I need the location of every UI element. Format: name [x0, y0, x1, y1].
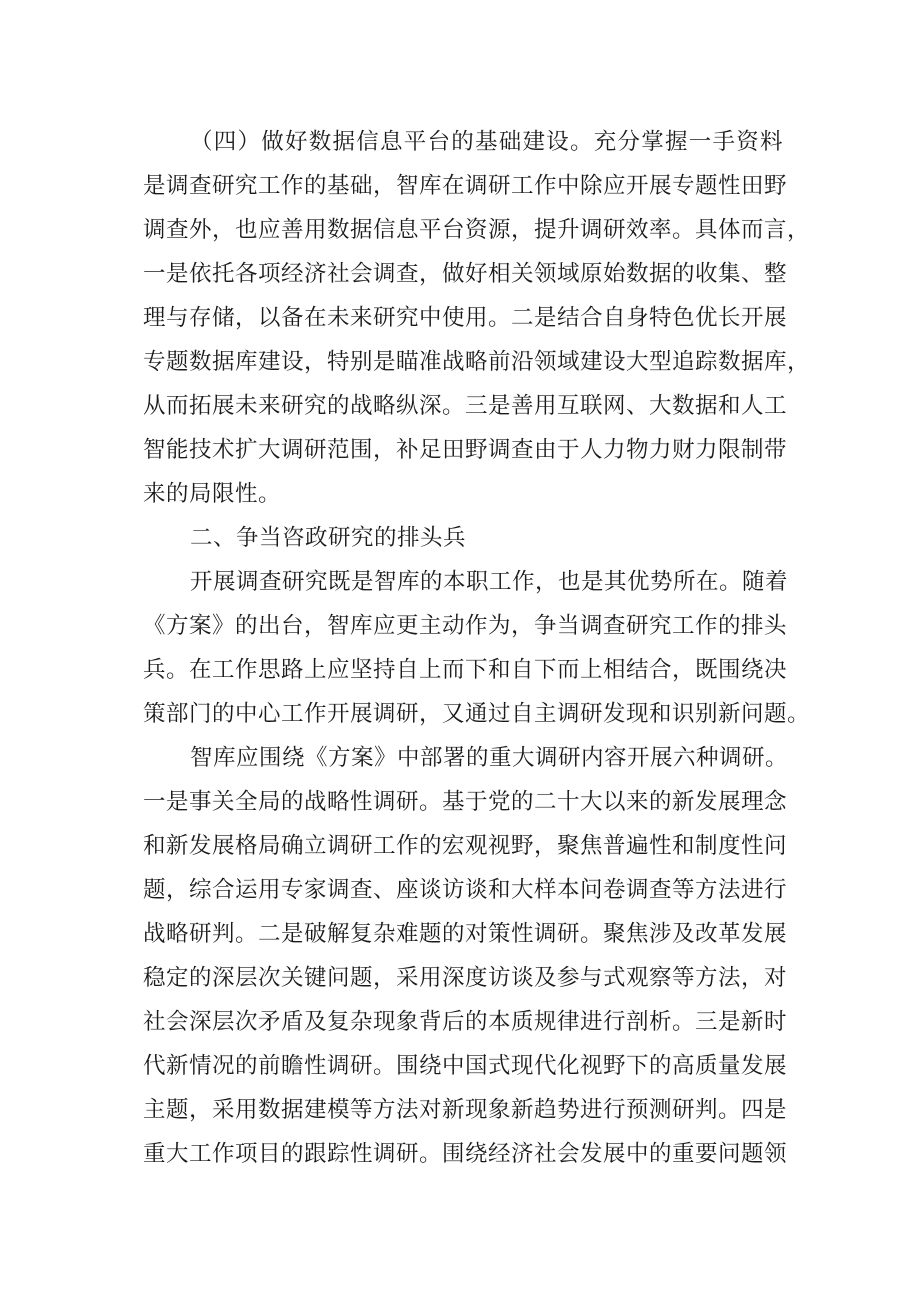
paragraph-line: 稳定的深层次关键问题，采用深度访谈及参与式观察等方法，对: [143, 965, 788, 991]
paragraph-line: （四）做好数据信息平台的基础建设。充分掌握一手资料: [190, 129, 783, 155]
paragraph-line: 来的局限性。: [143, 481, 282, 507]
paragraph-line: 专题数据库建设，特别是瞄准战略前沿领域建设大型追踪数据库，: [143, 349, 811, 375]
paragraph-line: 战略研判。二是破解复杂难题的对策性调研。聚焦涉及改革发展: [143, 921, 788, 947]
paragraph-line: 代新情况的前瞻性调研。围绕中国式现代化视野下的高质量发展: [143, 1053, 788, 1079]
section-heading: 二、争当咨政研究的排头兵: [190, 525, 467, 551]
paragraph-line: 从而拓展未来研究的战略纵深。三是善用互联网、大数据和人工: [143, 393, 788, 419]
paragraph-line: 开展调查研究既是智库的本职工作，也是其优势所在。随着: [190, 569, 789, 595]
paragraph-line: 社会深层次矛盾及复杂现象背后的本质规律进行剖析。三是新时: [143, 1009, 788, 1035]
paragraph-line: 一是事关全局的战略性调研。基于党的二十大以来的新发展理念: [143, 789, 788, 815]
paragraph-line: 和新发展格局确立调研工作的宏观视野，聚焦普遍性和制度性问: [143, 833, 788, 859]
paragraph-line: 重大工作项目的跟踪性调研。围绕经济社会发展中的重要问题领: [143, 1141, 788, 1167]
paragraph-line: 理与存储，以备在未来研究中使用。二是结合自身特色优长开展: [143, 305, 788, 331]
paragraph-line: 《方案》的出台，智库应更主动作为，争当调查研究工作的排头: [143, 613, 788, 639]
paragraph-line: 调查外，也应善用数据信息平台资源，提升调研效率。具体而言，: [143, 217, 811, 243]
paragraph-line: 策部门的中心工作开展调研，又通过自主调研发现和识别新问题。: [143, 701, 811, 727]
paragraph-line: 一是依托各项经济社会调查，做好相关领域原始数据的收集、整: [143, 261, 788, 287]
paragraph-line: 智能技术扩大调研范围，补足田野调查由于人力物力财力限制带: [143, 437, 788, 463]
paragraph-line: 主题，采用数据建模等方法对新现象新趋势进行预测研判。四是: [143, 1097, 788, 1123]
paragraph-line: 智库应围绕《方案》中部署的重大调研内容开展六种调研。: [190, 745, 789, 771]
paragraph-line: 是调查研究工作的基础，智库在调研工作中除应开展专题性田野: [143, 173, 788, 199]
paragraph-line: 兵。在工作思路上应坚持自上而下和自下而上相结合，既围绕决: [143, 657, 788, 683]
paragraph-line: 题，综合运用专家调查、座谈访谈和大样本问卷调查等方法进行: [143, 877, 788, 903]
